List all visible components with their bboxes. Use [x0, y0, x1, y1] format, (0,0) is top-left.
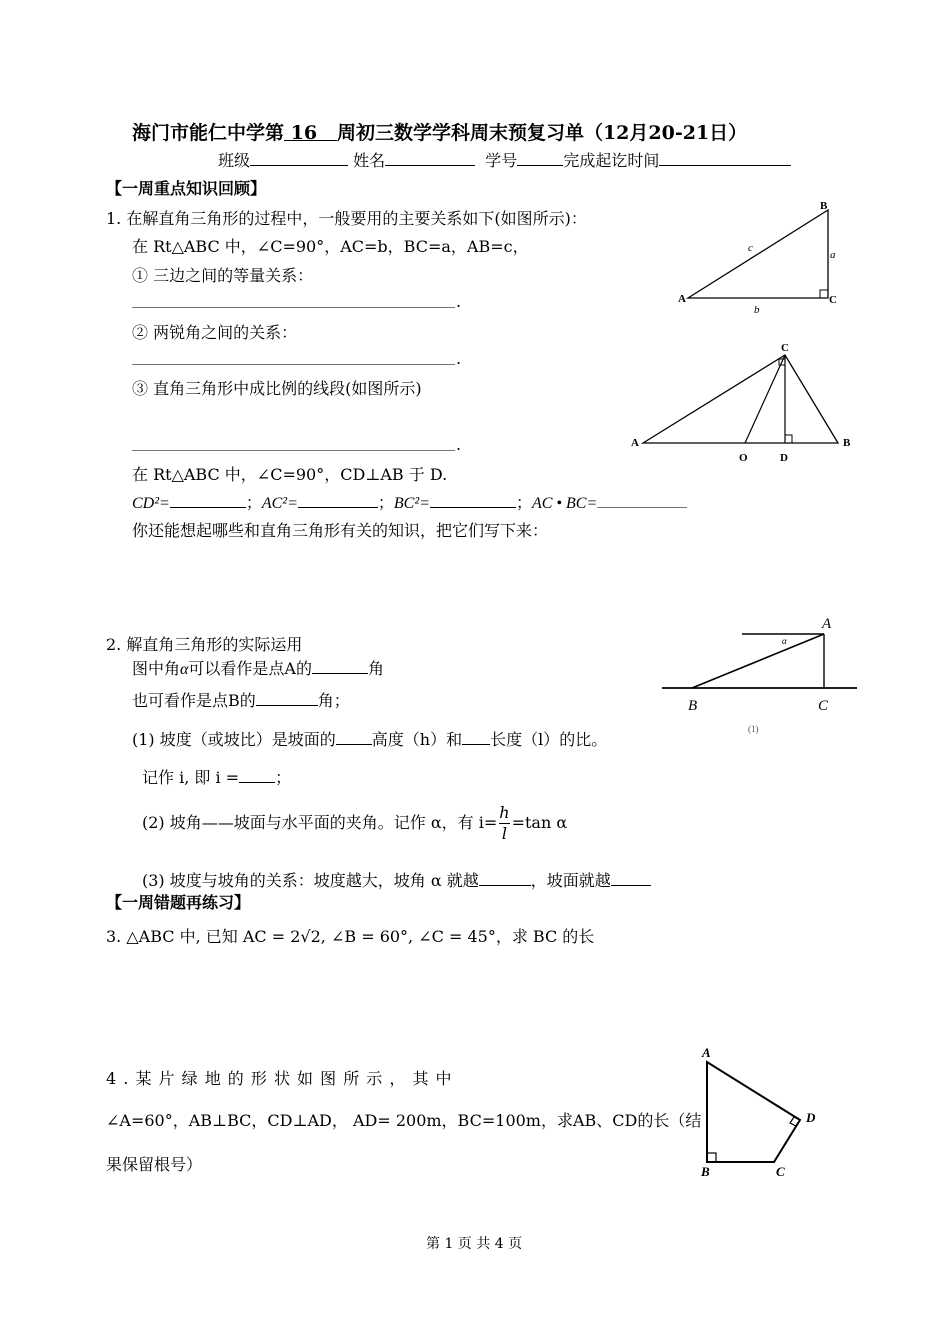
altitude-figure — [625, 338, 860, 468]
fig1-label-a: A — [678, 293, 686, 305]
height-field[interactable] — [336, 728, 372, 745]
angle-size-field[interactable] — [479, 869, 531, 886]
elevation-figure — [662, 612, 857, 740]
fig2-label-c: C — [781, 342, 789, 354]
fig2-label-b: B — [843, 437, 851, 449]
section3-heading: 【一周错题再练习】 — [106, 893, 251, 912]
acbc-field[interactable] — [597, 491, 687, 508]
title-prefix: 海门市能仁中学第 — [132, 122, 285, 144]
page-title — [132, 118, 747, 145]
fig4-label-d: D — [806, 1110, 816, 1125]
q1-text: 1. 在解直角三角形的过程中，一般要用的主要关系如下(如图所示)： — [106, 209, 587, 228]
q4-line3: 果保留根号） — [106, 1155, 203, 1174]
fig3-alpha: α — [782, 636, 787, 646]
name-label: 姓名 — [353, 151, 386, 170]
angle-a-field[interactable] — [312, 657, 368, 674]
ac2-label: AC²= — [261, 495, 298, 512]
given2: 在 Rt△ABC 中，∠C=90°，CD⊥AB 于 D. — [132, 465, 448, 484]
fig2-label-a: A — [631, 437, 639, 449]
fig1-label-b-side: b — [754, 304, 760, 316]
page-footer: 第 1 页 共 4 页 — [426, 1236, 523, 1252]
id-label: 学号 — [485, 151, 518, 170]
slope-relation-line: (3) 坡度与坡角的关系：坡度越大，坡角 α 就越 ，坡面就越 — [142, 868, 651, 891]
q4-line2: ∠A=60°，AB⊥BC，CD⊥AD， AD= 200m，BC=100m，求AB、CD的长（结 — [106, 1111, 702, 1130]
time-field[interactable] — [659, 149, 791, 166]
extra-knowledge: 你还能想起哪些和直角三角形有关的知识，把它们写下来： — [132, 521, 549, 540]
q1-given: 在 Rt△ABC 中，∠C=90°，AC=b，BC=a，AB=c， — [132, 237, 529, 256]
item3-period: . — [456, 435, 462, 454]
q2-line2: 也可看作是点B的 角； — [132, 691, 350, 710]
item1-period: . — [456, 292, 462, 311]
cd2-field[interactable] — [170, 491, 246, 508]
item3-answer-line[interactable] — [132, 450, 455, 451]
fig3-label-a: A — [822, 616, 832, 632]
bc2-field[interactable] — [430, 491, 516, 508]
item2-label: ② 两锐角之间的关系： — [132, 323, 298, 342]
week-number: 16 — [290, 122, 318, 144]
section1-heading: 【一周重点知识回顾】 — [106, 179, 267, 198]
item2-answer-line[interactable] — [132, 364, 455, 365]
item3-label: ③ 直角三角形中成比例的线段(如图所示) — [132, 379, 422, 398]
proportion-row: CD²= ；AC²= ；BC²= ；AC • BC= — [132, 490, 687, 513]
acbc-label: AC • BC= — [531, 495, 598, 512]
fig3-label-b: B — [688, 698, 698, 714]
slope-notation-line: 记作 i, 即 i = ； — [142, 768, 292, 787]
fig1-label-a-side: a — [830, 249, 836, 261]
fig1-label-c: C — [829, 294, 837, 306]
slope-field[interactable] — [239, 766, 275, 783]
fig1-label-c-side: c — [748, 242, 753, 254]
angle-b-field[interactable] — [256, 689, 318, 706]
length-field[interactable] — [462, 728, 490, 745]
alpha-symbol: α — [180, 661, 189, 678]
green-land-figure — [692, 1040, 832, 1180]
q4-line1: 4 . 某 片 绿 地 的 形 状 如 图 所 示 ， 其 中 — [106, 1069, 453, 1088]
q3-text: 3. △ABC 中, 已知 AC = 2√2, ∠B = 60°, ∠C = 45°，求 BC 的长 — [106, 927, 595, 946]
class-field[interactable] — [250, 149, 348, 166]
id-field[interactable] — [517, 149, 563, 166]
item1-answer-line[interactable] — [132, 307, 455, 308]
triangle-abc-figure — [670, 195, 850, 320]
student-info-row — [218, 148, 791, 171]
h-over-l-fraction: $\frac{h}{l}$ — [499, 803, 510, 843]
fig4-label-a: A — [702, 1045, 711, 1060]
class-label: 班级 — [218, 151, 251, 170]
fig4-label-c: C — [776, 1164, 785, 1179]
fig3-caption: (1) — [748, 724, 759, 734]
steepness-field[interactable] — [611, 869, 651, 886]
fig3-label-c: C — [818, 698, 829, 714]
time-label: 完成起讫时间 — [563, 151, 660, 170]
fig2-label-d: D — [780, 452, 788, 464]
item1-label: ① 三边之间的等量关系： — [132, 266, 314, 285]
slope-ratio-line: (1) 坡度（或坡比）是坡面的 高度（h）和 长度（l）的比。 — [132, 730, 608, 749]
fig4-label-b: B — [701, 1164, 710, 1179]
q2-line1: 图中角α可以看作是点A的 角 — [132, 659, 384, 678]
bc2-label: BC²= — [393, 495, 430, 512]
name-field[interactable] — [385, 149, 475, 166]
q2-title: 2. 解直角三角形的实际运用 — [106, 635, 303, 654]
cd2-label: CD²= — [132, 495, 170, 512]
item2-period: . — [456, 349, 462, 368]
fig1-label-b: B — [820, 200, 828, 212]
slope-angle-line: (2) 坡角——坡面与水平面的夹角。记作 α，有 i= $\frac{h}{l}$ =tan α — [142, 803, 568, 843]
title-suffix: 周初三数学学科周末预复习单（12月20-21日） — [336, 122, 748, 144]
fig2-label-o: O — [739, 452, 748, 464]
ac2-field[interactable] — [298, 491, 378, 508]
